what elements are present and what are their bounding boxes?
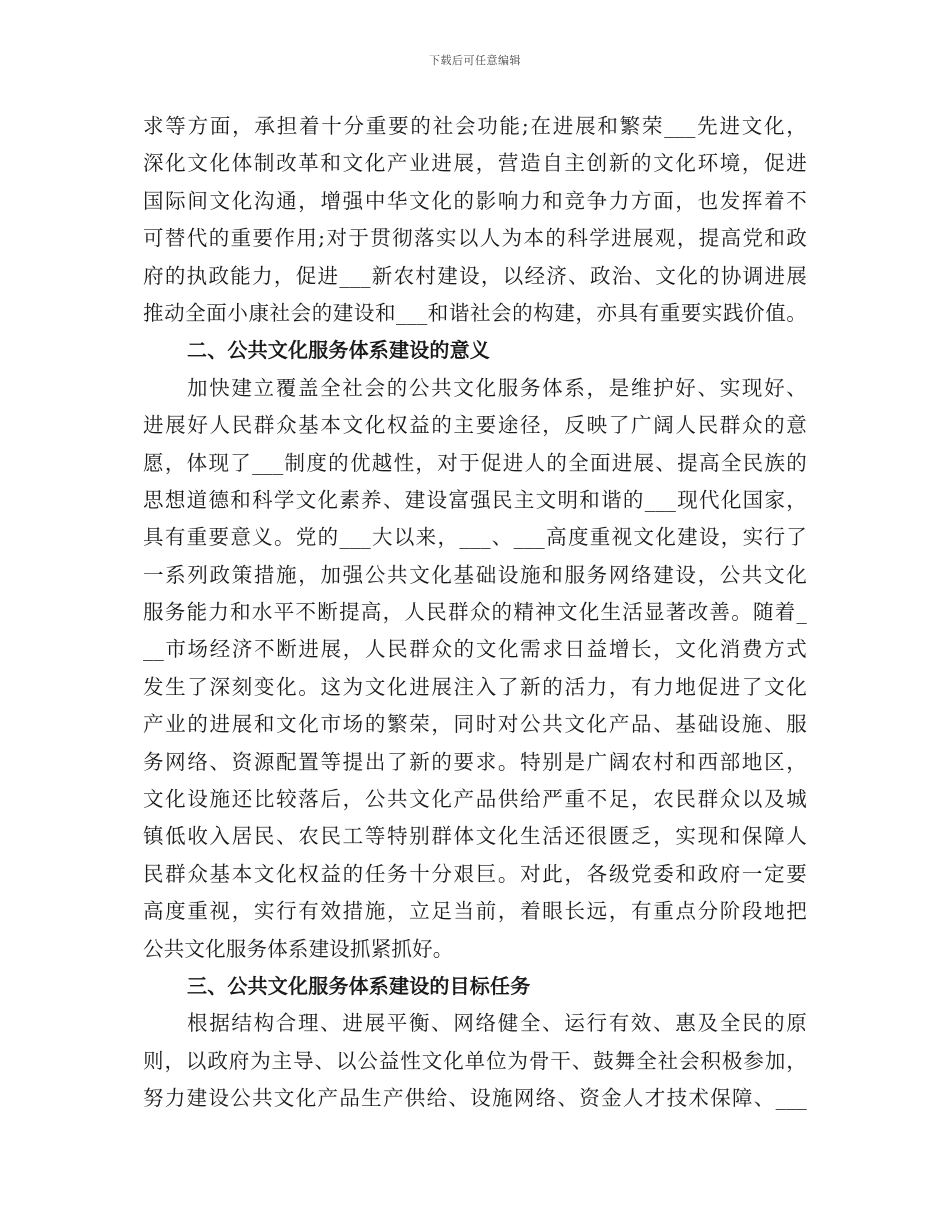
paragraph-line: 产业的进展和文化市场的繁荣，同时对公共文化产品、基础设施、服 bbox=[143, 712, 807, 737]
document-body bbox=[143, 108, 807, 1118]
paragraph-line: 可替代的重要作用;对于贯彻落实以人为本的科学进展观，提高党和政 bbox=[143, 226, 807, 251]
paragraph-line: 努力建设公共文化产品生产供给、设施网络、资金人才技术保障、___ bbox=[143, 1086, 807, 1111]
paragraph-line: 府的执政能力，促进___新农村建设，以经济、政治、文化的协调进展 bbox=[143, 263, 807, 288]
paragraph-line: 思想道德和科学文化素养、建设富强民主文明和谐的___现代化国家， bbox=[143, 487, 807, 512]
paragraph-line: 根据结构合理、进展平衡、网络健全、运行有效、惠及全民的原 bbox=[187, 1011, 807, 1036]
paragraph-line: 服务能力和水平不断提高，人民群众的精神文化生活显著改善。随着_ bbox=[143, 600, 807, 625]
paragraph-line: 加快建立覆盖全社会的公共文化服务体系，是维护好、实现好、 bbox=[187, 375, 807, 400]
paragraph-line: 国际间文化沟通，增强中华文化的影响力和竞争力方面，也发挥着不 bbox=[143, 188, 807, 213]
page-header: 下载后可任意编辑 bbox=[429, 54, 521, 67]
paragraph-line: 发生了深刻变化。这为文化进展注入了新的活力，有力地促进了文化 bbox=[143, 674, 807, 699]
paragraph-line: 文化设施还比较落后，公共文化产品供给严重不足，农民群众以及城 bbox=[143, 787, 807, 812]
paragraph-line: 愿，体现了___制度的优越性，对于促进人的全面进展、提高全民族的 bbox=[143, 450, 807, 475]
paragraph-line: 一系列政策措施，加强公共文化基础设施和服务网络建设，公共文化 bbox=[143, 562, 807, 587]
paragraph-line: 则，以政府为主导、以公益性文化单位为骨干、鼓舞全社会积极参加， bbox=[143, 1048, 807, 1073]
paragraph-line: 具有重要意义。党的___大以来，___、___高度重视文化建设，实行了 bbox=[143, 525, 807, 550]
paragraph-line: 镇低收入居民、农民工等特别群体文化生活还很匮乏，实现和保障人 bbox=[143, 824, 807, 849]
paragraph-line: 深化文化体制改革和文化产业进展，营造自主创新的文化环境，促进 bbox=[143, 151, 807, 176]
section-heading: 三、公共文化服务体系建设的目标任务 bbox=[187, 973, 531, 998]
paragraph-line: 高度重视，实行有效措施，立足当前，着眼长远，有重点分阶段地把 bbox=[143, 899, 807, 924]
paragraph-line: 务网络、资源配置等提出了新的要求。特别是广阔农村和西部地区， bbox=[143, 749, 807, 774]
paragraph-line: __市场经济不断进展，人民群众的文化需求日益增长，文化消费方式 bbox=[143, 637, 807, 662]
section-heading: 二、公共文化服务体系建设的意义 bbox=[187, 338, 490, 363]
paragraph-line: 求等方面，承担着十分重要的社会功能;在进展和繁荣___先进文化， bbox=[143, 114, 807, 138]
paragraph-line: 公共文化服务体系建设抓紧抓好。 bbox=[143, 936, 454, 961]
paragraph-line: 民群众基本文化权益的任务十分艰巨。对此，各级党委和政府一定要 bbox=[143, 861, 807, 886]
paragraph-line: 进展好人民群众基本文化权益的主要途径，反映了广阔人民群众的意 bbox=[143, 413, 807, 438]
paragraph-line: 推动全面小康社会的建设和___和谐社会的构建，亦具有重要实践价值。 bbox=[143, 300, 807, 325]
